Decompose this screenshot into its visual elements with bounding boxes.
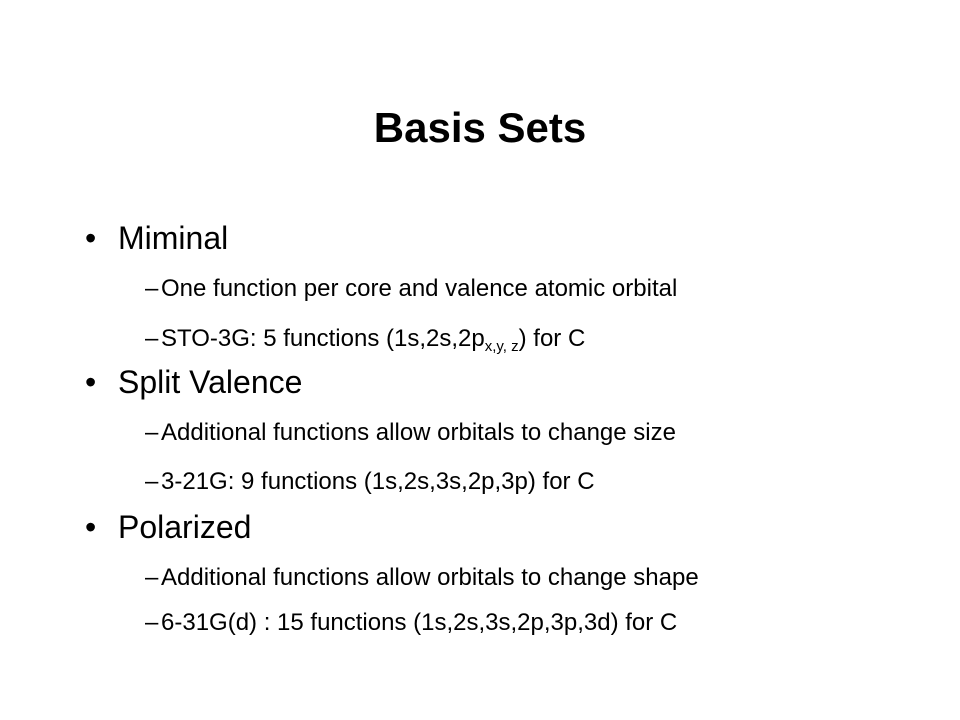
bullet-dot: •: [85, 509, 97, 545]
sub-bullet-text: One function per core and valence atomic orbital: [161, 275, 678, 302]
dash-marker: –: [145, 609, 159, 636]
dash-marker: –: [145, 275, 159, 302]
slide-title: Basis Sets: [373, 104, 587, 151]
sub-bullet-text-pre: STO-3G: 5 functions (1s,2s,2p: [161, 325, 485, 352]
sub-bullet-text: Additional functions allow orbitals to change shape: [161, 564, 699, 591]
bullet-heading: Miminal: [118, 220, 229, 256]
sub-bullet: [145, 467, 595, 497]
bullet-dot: •: [85, 220, 97, 256]
sub-bullet: [145, 608, 677, 638]
bullet-dot: •: [85, 364, 97, 400]
sub-bullet: [145, 274, 677, 304]
sub-bullet: [145, 324, 585, 362]
subscript-text: x,y, z: [484, 338, 519, 355]
bullet-split-valence: [85, 362, 302, 402]
bullet-heading: Split Valence: [118, 364, 303, 400]
sub-bullet: [145, 563, 699, 593]
sub-bullet-text: 6-31G(d) : 15 functions (1s,2s,3s,2p,3p,3d) for C: [161, 609, 678, 636]
bullet-polarized: [85, 507, 251, 547]
bullet-miminal: [85, 218, 228, 258]
dash-marker: –: [145, 325, 159, 352]
sub-bullet-text-post: ) for C: [518, 325, 586, 352]
dash-marker: –: [145, 468, 159, 495]
sub-bullet-text: 3-21G: 9 functions (1s,2s,3s,2p,3p) for C: [161, 468, 595, 495]
dash-marker: –: [145, 564, 159, 591]
dash-marker: –: [145, 419, 159, 446]
sub-bullet: [145, 418, 676, 448]
sub-bullet-text: Additional functions allow orbitals to change size: [161, 419, 676, 446]
bullet-heading: Polarized: [118, 509, 252, 545]
